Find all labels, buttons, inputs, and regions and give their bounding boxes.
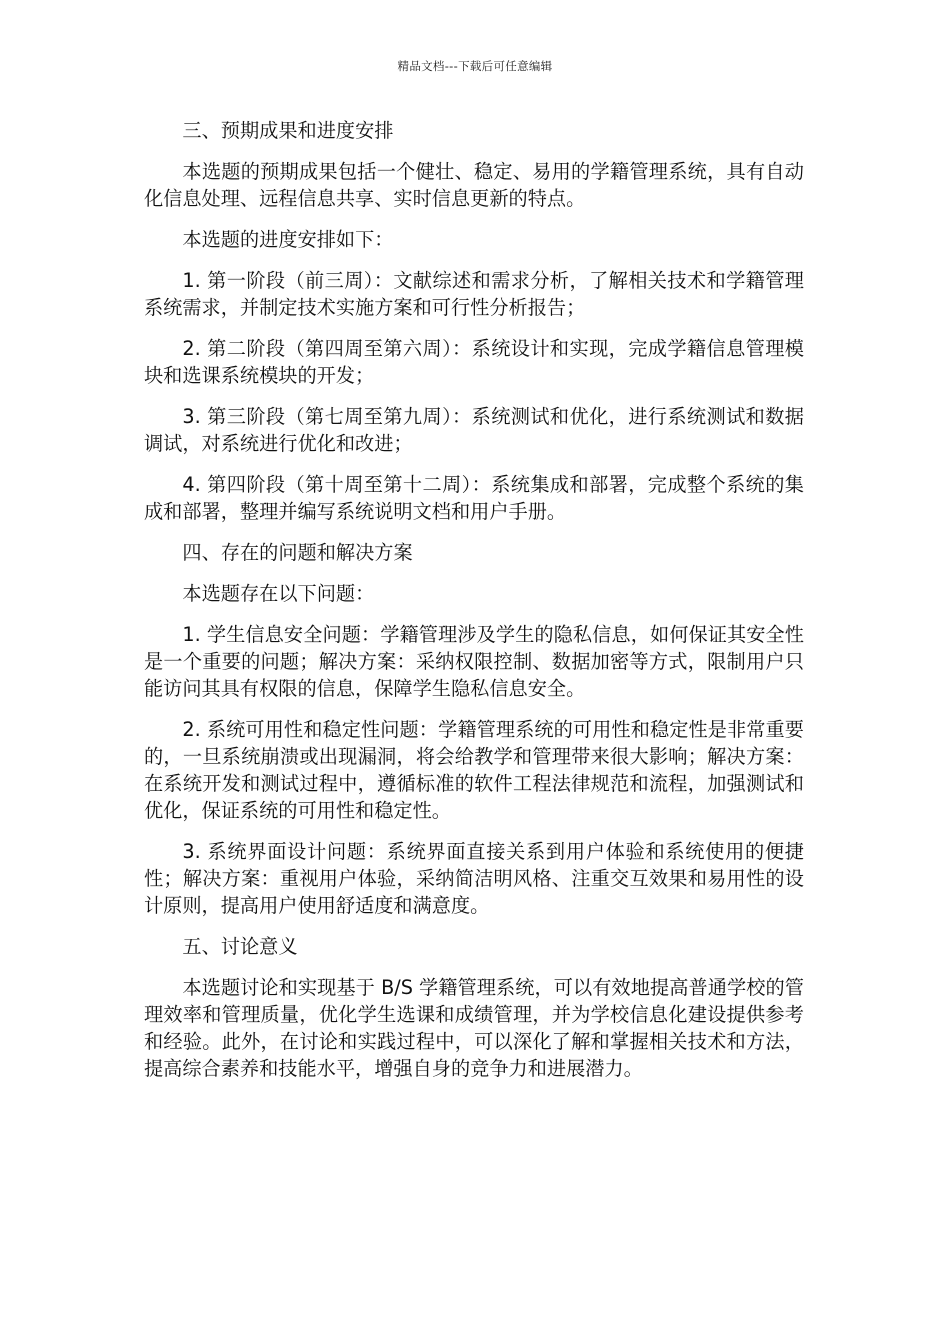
schedule-item: 4. 第四阶段（第十周至第十二周）：系统集成和部署，完成整个系统的集成和部署，整理并编写系统说明文档和用户手册。: [144, 473, 804, 523]
problem-item: 1. 学生信息安全问题：学籍管理涉及学生的隐私信息，如何保证其安全性是一个重要的问题；解决方案：采纳权限控制、数据加密等方式，限制用户只能访问其具有权限的信息，保障学生隐私信息安全。: [144, 623, 804, 700]
document-body: [144, 117, 804, 1096]
problem-item: 2. 系统可用性和稳定性问题：学籍管理系统的可用性和稳定性是非常重要的，一旦系统崩溃或出现漏洞，将会给教学和管理带来很大影响；解决方案：在系统开发和测试过程中，遵循标准的软件工程法律规范和流程，加强测试和优化，保证系统的可用性和稳定性。: [144, 718, 804, 822]
section-heading-significance: 五、讨论意义: [182, 935, 298, 958]
section-heading-expected-results: 三、预期成果和进度安排: [182, 119, 394, 142]
problem-item: 3. 系统界面设计问题：系统界面直接关系到用户体验和系统使用的便捷性；解决方案：重视用户体验，采纳简洁明风格、注重交互效果和易用性的设计原则，提高用户使用舒适度和满意度。: [144, 840, 804, 917]
paragraph-expected-results: 本选题的预期成果包括一个健壮、稳定、易用的学籍管理系统，具有自动化信息处理、远程信息共享、实时信息更新的特点。: [144, 160, 804, 210]
schedule-item: 1. 第一阶段（前三周）：文献综述和需求分析，了解相关技术和学籍管理系统需求，并制定技术实施方案和可行性分析报告；: [144, 269, 804, 319]
schedule-item: 2. 第二阶段（第四周至第六周）：系统设计和实现，完成学籍信息管理模块和选课系统模块的开发；: [144, 337, 804, 387]
paragraph-problems-intro: 本选题存在以下问题：: [182, 582, 375, 605]
paragraph-schedule-intro: 本选题的进度安排如下：: [182, 228, 394, 251]
schedule-item: 3. 第三阶段（第七周至第九周）：系统测试和优化，进行系统测试和数据调试，对系统进行优化和改进；: [144, 405, 804, 455]
page-header: 精品文档---下载后可任意编辑: [397, 59, 553, 73]
paragraph-significance: 本选题讨论和实现基于 B/S 学籍管理系统，可以有效地提高普通学校的管理效率和管理质量，优化学生选课和成绩管理，并为学校信息化建设提供参考和经验。此外，在讨论和实践过程中，可以深化了解和掌握相关技术和方法，提高综合素养和技能水平，增强自身的竞争力和进展潜力。: [144, 976, 804, 1080]
section-heading-problems: 四、存在的问题和解决方案: [182, 541, 413, 564]
